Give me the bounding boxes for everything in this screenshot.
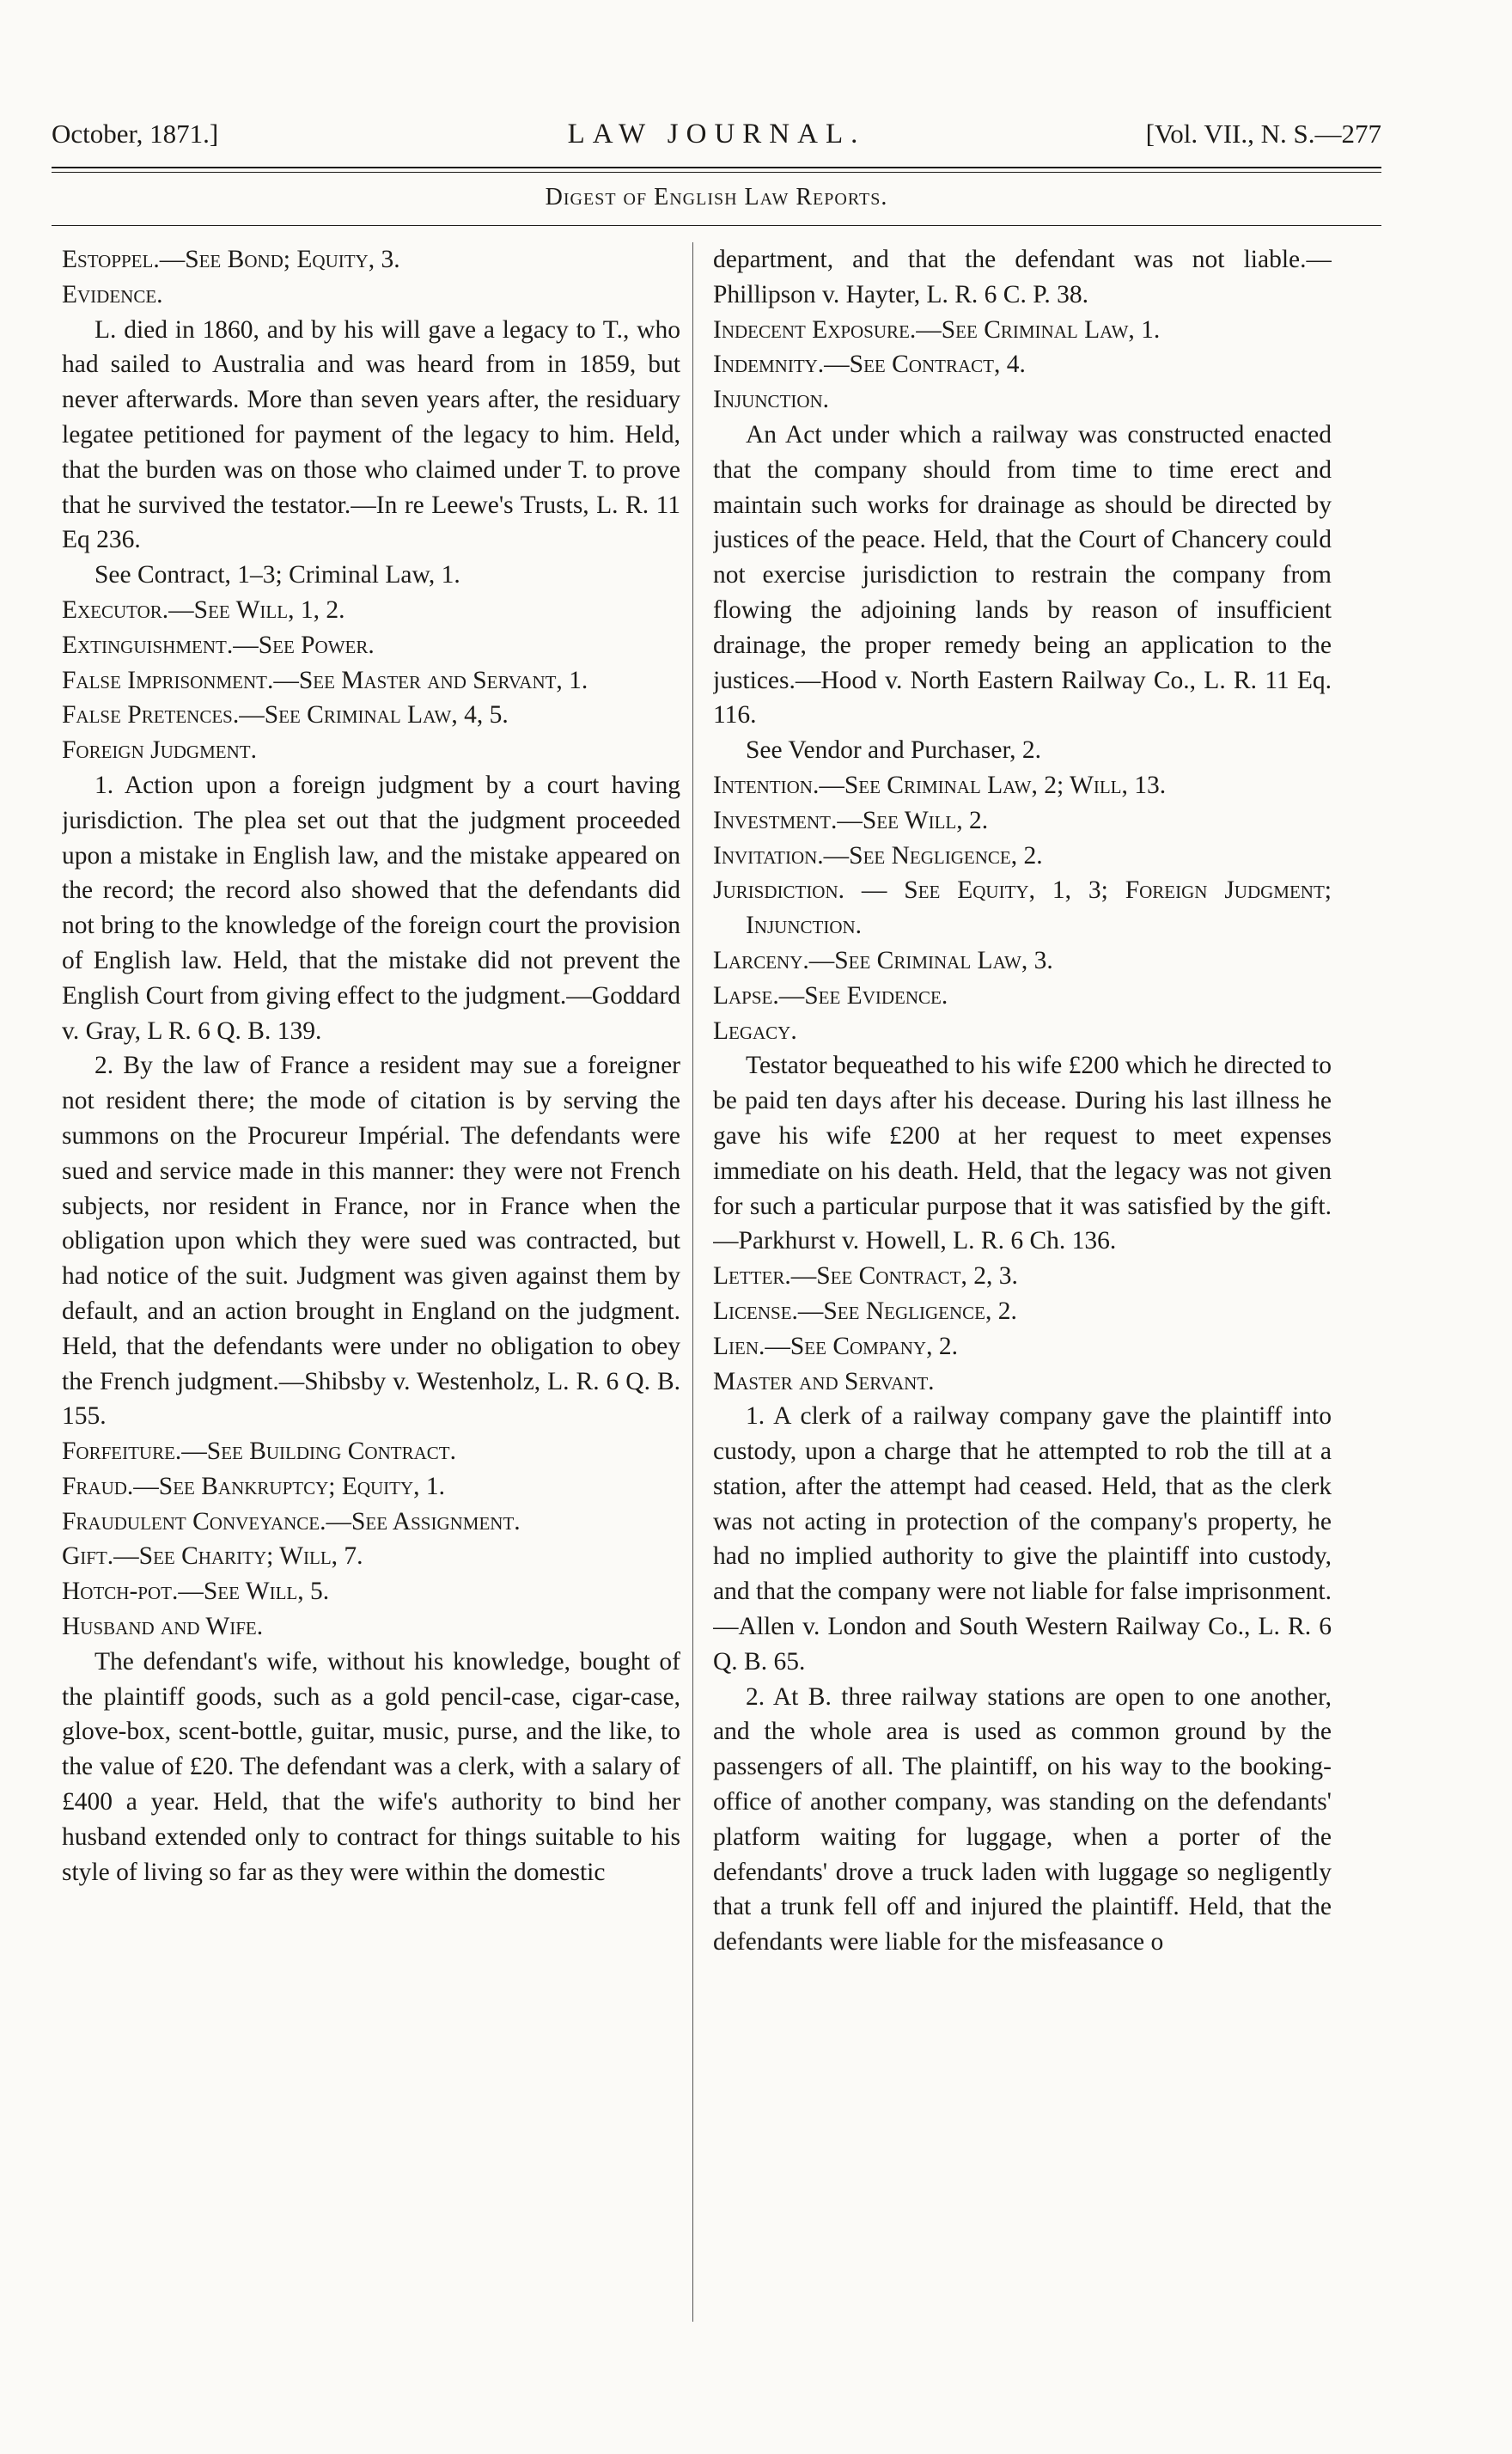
digest-entry-heading: Husband and Wife.: [62, 1613, 264, 1641]
digest-paragraph: L. died in 1860, and by his will gave a legacy to T., who had sailed to Australia and was heard from in 1859, but never afterwards. More than seven years after, the residuary legatee petitioned for payment of the legacy to him. Held, that the burden was on those who claimed under T. to prove that he survived the testator.—In re Leewe's Trusts, L. R. 11 Eq 236.: [62, 315, 680, 554]
digest-paragraph: Testator bequeathed to his wife £200 which he directed to be paid ten days after his decease. During his last illness he gave his wife £200 at her request to meet expenses immediate on his death. Held, that the legacy was not given for such a particular purpose that it was satisfied by the gift.—Parkhurst v. Howell, L. R. 6 Ch. 136.: [713, 1052, 1332, 1255]
issue-date: October, 1871.]: [52, 119, 219, 149]
journal-title: LAW JOURNAL.: [567, 119, 866, 150]
digest-paragraph: 2. By the law of France a resident may sue a foreigner not resident there; the mode of citation is by serving the summons on the Procureur Impérial. The defendants were sued and service made in this manner: they were not French subjects, nor resident in France, nor in France when the obligation upon which they were sued was contracted, but had notice of the suit. Judgment was given against them by default, and an action brought in England on the judgment. Held, that the defendants were under no obligation to obey the French judgment.—Shibsby v. Westenholz, L. R. 6 Q. B. 155.: [62, 1052, 680, 1431]
digest-entry-heading: Legacy.: [713, 1016, 797, 1045]
digest-entry-heading: License.—See Negligence, 2.: [713, 1297, 1017, 1325]
digest-paragraph: 1. A clerk of a railway company gave the plaintiff into custody, upon a charge that he attempted to rob the till at a station, after the attempt had ceased. Held, that as the clerk was not acting in protection of the company's property, he had no implied authority to give the plaintiff into custody, and that the company were not liable for false imprisonment.—Allen v. London and South Western Railway Co., L. R. 6 Q. B. 65.: [713, 1402, 1332, 1676]
digest-entry-heading: Invitation.—See Negligence, 2.: [713, 841, 1043, 870]
digest-entry-heading: Larceny.—See Criminal Law, 3.: [713, 946, 1053, 974]
running-head: [52, 119, 1381, 156]
digest-entry-heading: Foreign Judgment.: [62, 736, 257, 765]
header-rule-thin: [52, 172, 1381, 173]
digest-entry-heading: Injunction.: [713, 386, 830, 414]
section-rule: [52, 225, 1381, 226]
digest-paragraph: 2. At B. three railway stations are open to one another, and the whole area is used as common ground by the passengers of all. The plaintiff, on his way to the booking-office of another company, was standing on the defendants' platform waiting for luggage, when a porter of the defendants' drove a truck laden with luggage so negligently that a trunk fell off and injured the plaintiff. Held, that the defendants were liable for the misfeasance o: [713, 1682, 1332, 1956]
digest-entry-heading: Indemnity.—See Contract, 4.: [713, 351, 1026, 379]
digest-entry-heading: Indecent Exposure.—See Criminal Law, 1.: [713, 315, 1161, 344]
digest-paragraph: See Contract, 1–3; Criminal Law, 1.: [94, 561, 460, 589]
digest-paragraph: The defendant's wife, without his knowledge, bought of the plaintiff goods, such as a gold pencil-case, cigar-case, glove-box, scent-bottle, guitar, music, purse, and the like, to the value of £20. The defendant was a clerk, with a salary of £400 a year. Held, that the wife's authority to bind her husband extended only to contract for things suitable to his style of living so far as they were within the domestic: [62, 1647, 680, 1886]
digest-paragraph-continued: department, and that the defendant was not liable.—Phillipson v. Hayter, L. R. 6 C. P. 38.: [713, 246, 1332, 308]
digest-entry-heading: Jurisdiction. — See Equity, 1, 3; Foreign Judgment; Injunction.: [713, 876, 1332, 940]
right-column: [713, 242, 1332, 2408]
section-title: Digest of English Law Reports.: [545, 184, 888, 211]
digest-entry-heading: Extinguishment.—See Power.: [62, 631, 375, 659]
header-rule-thick: [52, 167, 1381, 168]
digest-entry-heading: Fraud.—See Bankruptcy; Equity, 1.: [62, 1472, 446, 1500]
digest-entry-heading: Gift.—See Charity; Will, 7.: [62, 1542, 363, 1571]
digest-entry-heading: Forfeiture.—See Building Contract.: [62, 1438, 456, 1466]
digest-entry-heading: Investment.—See Will, 2.: [713, 806, 989, 834]
digest-entry-heading: False Pretences.—See Criminal Law, 4, 5.: [62, 701, 509, 729]
digest-paragraph: See Vendor and Purchaser, 2.: [746, 736, 1041, 765]
digest-entry-heading: Fraudulent Conveyance.—See Assignment.: [62, 1507, 521, 1535]
digest-entry-heading: False Imprisonment.—See Master and Servant, 1.: [62, 666, 588, 694]
digest-entry-heading: Evidence.: [62, 280, 163, 308]
digest-entry-heading: Executor.—See Will, 1, 2.: [62, 595, 345, 624]
digest-entry-heading: Hotch-pot.—See Will, 5.: [62, 1578, 330, 1606]
digest-entry-heading: Master and Servant.: [713, 1367, 935, 1395]
volume-page: [Vol. VII., N. S.—277: [1145, 119, 1381, 149]
digest-entry-heading: Lien.—See Company, 2.: [713, 1332, 958, 1360]
left-column: [62, 242, 680, 2408]
digest-paragraph: 1. Action upon a foreign judgment by a court having jurisdiction. The plea set out that the judgment proceeded upon a mistake in English law, and the mistake appeared on the record; the record also showed that the defendants did not bring to the knowledge of the foreign court the provision of English law. Held, that the mistake did not prevent the English Court from giving effect to the judgment.—Goddard v. Gray, L R. 6 Q. B. 139.: [62, 771, 680, 1045]
digest-entry-heading: Intention.—See Criminal Law, 2; Will, 13.: [713, 771, 1167, 799]
column-divider: [692, 242, 693, 2322]
digest-entry-heading: Lapse.—See Evidence.: [713, 981, 948, 1010]
digest-entry-heading: Letter.—See Contract, 2, 3.: [713, 1262, 1018, 1291]
digest-paragraph: An Act under which a railway was constructed enacted that the company should from time to time erect and maintain such works for drainage as should be directed by justices of the peace. Held, that the Court of Chancery could not exercise jurisdiction to restrain the company from flowing the adjoining lands by reason of insufficient drainage, the proper remedy being an application to the justices.—Hood v. North Eastern Railway Co., L. R. 11 Eq. 116.: [713, 420, 1332, 729]
digest-entry-heading: Estoppel.—See Bond; Equity, 3.: [62, 246, 400, 273]
